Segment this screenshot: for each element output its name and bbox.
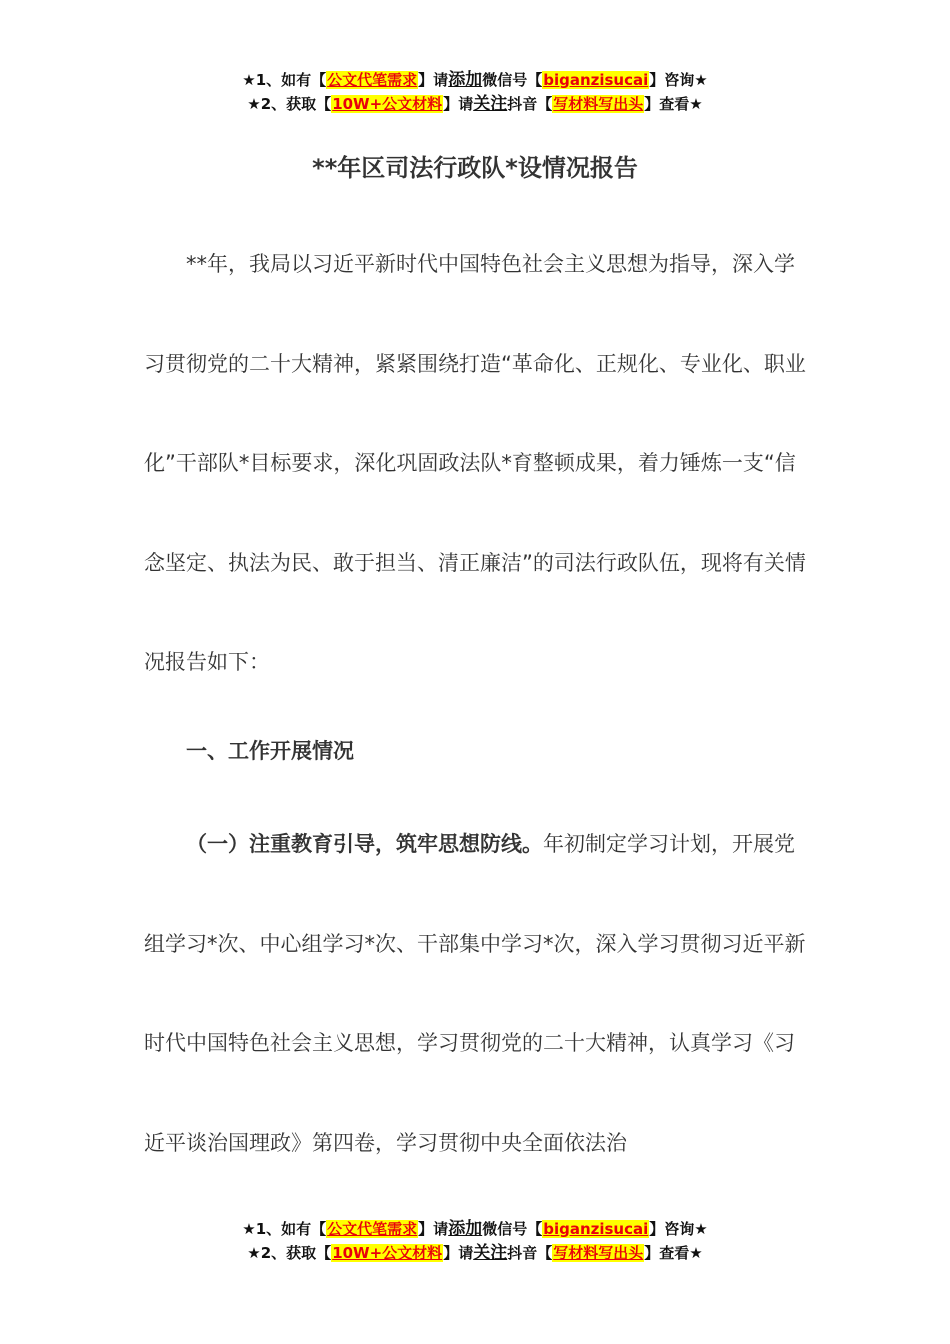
highlight-text: 公文代笔需求 [327,1220,418,1238]
banner-text: 抖音【 [507,1244,553,1262]
subsection-paragraph [144,795,809,1193]
douyin-id-link[interactable]: 写材料写出头 [553,1244,644,1262]
subsection-text: 年初制定学习计划，开展党组学习*次、中心组学习*次、干部集中学习*次，深入学习贯彻习近平新时代中国特色社会主义思想，学习贯彻党的二十大精神，认真学习《习近平谈治国理政》第四卷，学习贯彻中央全面依法治 [144,832,806,1155]
banner-text: 抖音【 [507,95,553,113]
wechat-id-link[interactable]: biganzisucai [543,1220,649,1238]
banner-text: 2、获取【 [260,95,332,113]
banner-text: 】请 [443,95,474,113]
star-icon: ★ [247,95,261,113]
underlined-text: 添加 [448,1219,483,1239]
star-icon: ★ [689,1244,703,1262]
banner-text: 】咨询 [649,71,695,89]
underlined-text: 添加 [448,70,483,90]
banner-text: 2、获取【 [260,1244,332,1262]
banner-line-2 [0,1241,950,1265]
highlight-text: 10W+公文材料 [332,1244,443,1262]
star-icon: ★ [242,1220,256,1238]
highlight-text: 公文代笔需求 [327,71,418,89]
star-icon: ★ [242,71,256,89]
underlined-text: 关注 [473,94,508,114]
star-icon: ★ [694,1220,708,1238]
banner-text: 1、如有【 [255,71,327,89]
document-title: **年区司法行政队*设情况报告 [312,154,638,182]
banner-text: 】查看 [644,95,690,113]
star-icon: ★ [694,71,708,89]
banner-line-1 [0,1217,950,1241]
banner-line-2 [0,92,950,116]
section-heading: 一、工作开展情况 [186,739,354,763]
banner-text: 】请 [443,1244,474,1262]
star-icon: ★ [247,1244,261,1262]
banner-text: 】请 [418,71,449,89]
top-banner [0,68,950,116]
banner-text: 微信号【 [482,1220,543,1238]
star-icon: ★ [689,95,703,113]
banner-text: 】咨询 [649,1220,695,1238]
banner-text: 1、如有【 [255,1220,327,1238]
underlined-text: 关注 [473,1243,508,1263]
wechat-id-link[interactable]: biganzisucai [543,71,649,89]
bottom-banner [0,1217,950,1265]
banner-text: 微信号【 [482,71,543,89]
banner-text: 】请 [418,1220,449,1238]
intro-paragraph: **年，我局以习近平新时代中国特色社会主义思想为指导，深入学习贯彻党的二十大精神，紧紧围绕打造“革命化、正规化、专业化、职业化”干部队*目标要求，深化巩固政法队*育整顿成果，着力锤炼一支“信念坚定、执法为民、敢于担当、清正廉洁”的司法行政队伍，现将有关情况报告如下： [144,252,806,674]
banner-line-1 [0,68,950,92]
banner-text: 】查看 [644,1244,690,1262]
highlight-text: 10W+公文材料 [332,95,443,113]
douyin-id-link[interactable]: 写材料写出头 [553,95,644,113]
subsection-heading: （一）注重教育引导，筑牢思想防线。 [186,832,543,856]
